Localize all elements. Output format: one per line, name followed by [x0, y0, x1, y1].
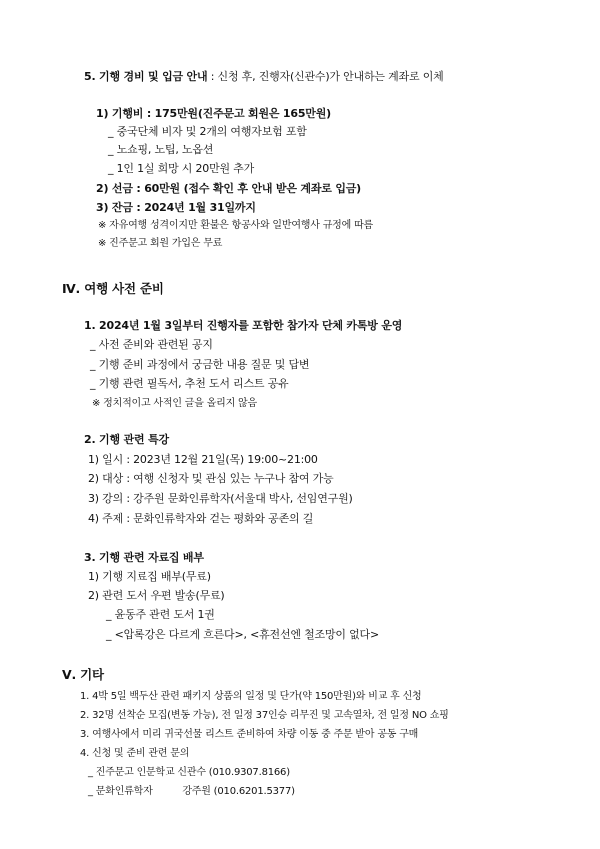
- prep-1-item: _ 사전 준비와 관련된 공지: [90, 338, 213, 351]
- fee-item: _ 노쇼핑, 노팁, 노옵션: [108, 143, 214, 156]
- section-5-title-bold: 5. 기행 경비 및 입금 안내: [84, 70, 208, 83]
- section-4-heading: Ⅳ. 여행 사전 준비: [62, 281, 164, 296]
- prep-2-title: 2. 기행 관련 특강: [84, 433, 169, 446]
- prep-2-item: 1) 일시 : 2023년 12월 21일(목) 19:00~21:00: [88, 453, 318, 466]
- note-line: ※ 진주문고 회원 가입은 무료: [98, 238, 223, 249]
- prep-2-item: 2) 대상 : 여행 신청자 및 관심 있는 누구나 참여 가능: [88, 472, 334, 485]
- misc-item: 3. 여행사에서 미리 귀국선물 리스트 준비하여 차량 이동 중 주문 받아 공동 구매: [80, 729, 419, 740]
- prep-2-item: 3) 강의 : 강주원 문화인류학자(서울대 박사, 선임연구원): [88, 492, 353, 505]
- prep-1-note: ※ 정치적이고 사적인 글을 올리지 않음: [92, 398, 257, 409]
- prep-3-item: 1) 기행 지료집 배부(무료): [88, 570, 211, 583]
- misc-item: 2. 32명 선착순 모집(변동 가능), 전 일정 37인승 리무진 및 고속열차, 전 일정 NO 쇼핑: [80, 710, 449, 721]
- deposit-line: 2) 선금 : 60만원 (접수 확인 후 안내 받은 계좌로 입금): [96, 182, 362, 195]
- fee-item: _ 중국단체 비자 및 2개의 여행자보험 포함: [108, 125, 307, 138]
- fee-item: _ 1인 1실 희망 시 20만원 추가: [108, 162, 255, 175]
- prep-1-item: _ 기행 준비 과정에서 궁금한 내용 질문 및 답변: [90, 358, 310, 371]
- section-5-title-suffix: : 신청 후, 진행자(신관수)가 안내하는 계좌로 이체: [207, 70, 444, 83]
- prep-3-item: 2) 관련 도서 우편 발송(무료): [88, 589, 225, 602]
- misc-item: 4. 신청 및 준비 관련 문의: [80, 748, 190, 759]
- section-v-heading: Ⅴ. 기타: [62, 667, 104, 682]
- contact-line: _ 문화인류학자 강주원 (010.6201.5377): [88, 786, 295, 797]
- prep-1-item: _ 기행 관련 필독서, 추천 도서 리스트 공유: [90, 377, 289, 390]
- prep-3-subitem: _ <압록강은 다르게 흐른다>, <휴전선엔 철조망이 없다>: [106, 628, 379, 641]
- prep-2-item: 4) 주제 : 문화인류학자와 걷는 평화와 공존의 길: [88, 512, 314, 525]
- section-5-title: [84, 70, 444, 84]
- prep-3-subitem: _ 윤동주 관련 도서 1권: [106, 608, 215, 621]
- balance-line: 3) 잔금 : 2024년 1월 31일까지: [96, 201, 256, 214]
- misc-item: 1. 4박 5일 백두산 관련 패키지 상품의 일정 및 단가(약 150만원)와 비교 후 신청: [80, 691, 422, 702]
- contact-line: _ 진주문고 인문학교 신관수 (010.9307.8166): [88, 767, 290, 778]
- fee-line: 1) 기행비 : 175만원(진주문고 회원은 165만원): [96, 107, 331, 120]
- prep-3-title: 3. 기행 관련 자료집 배부: [84, 551, 204, 564]
- note-line: ※ 자유여행 성격이지만 환불은 항공사와 일반여행사 규정에 따름: [98, 220, 373, 231]
- prep-1-title: 1. 2024년 1월 3일부터 진행자를 포함한 참가자 단체 카톡방 운영: [84, 319, 403, 332]
